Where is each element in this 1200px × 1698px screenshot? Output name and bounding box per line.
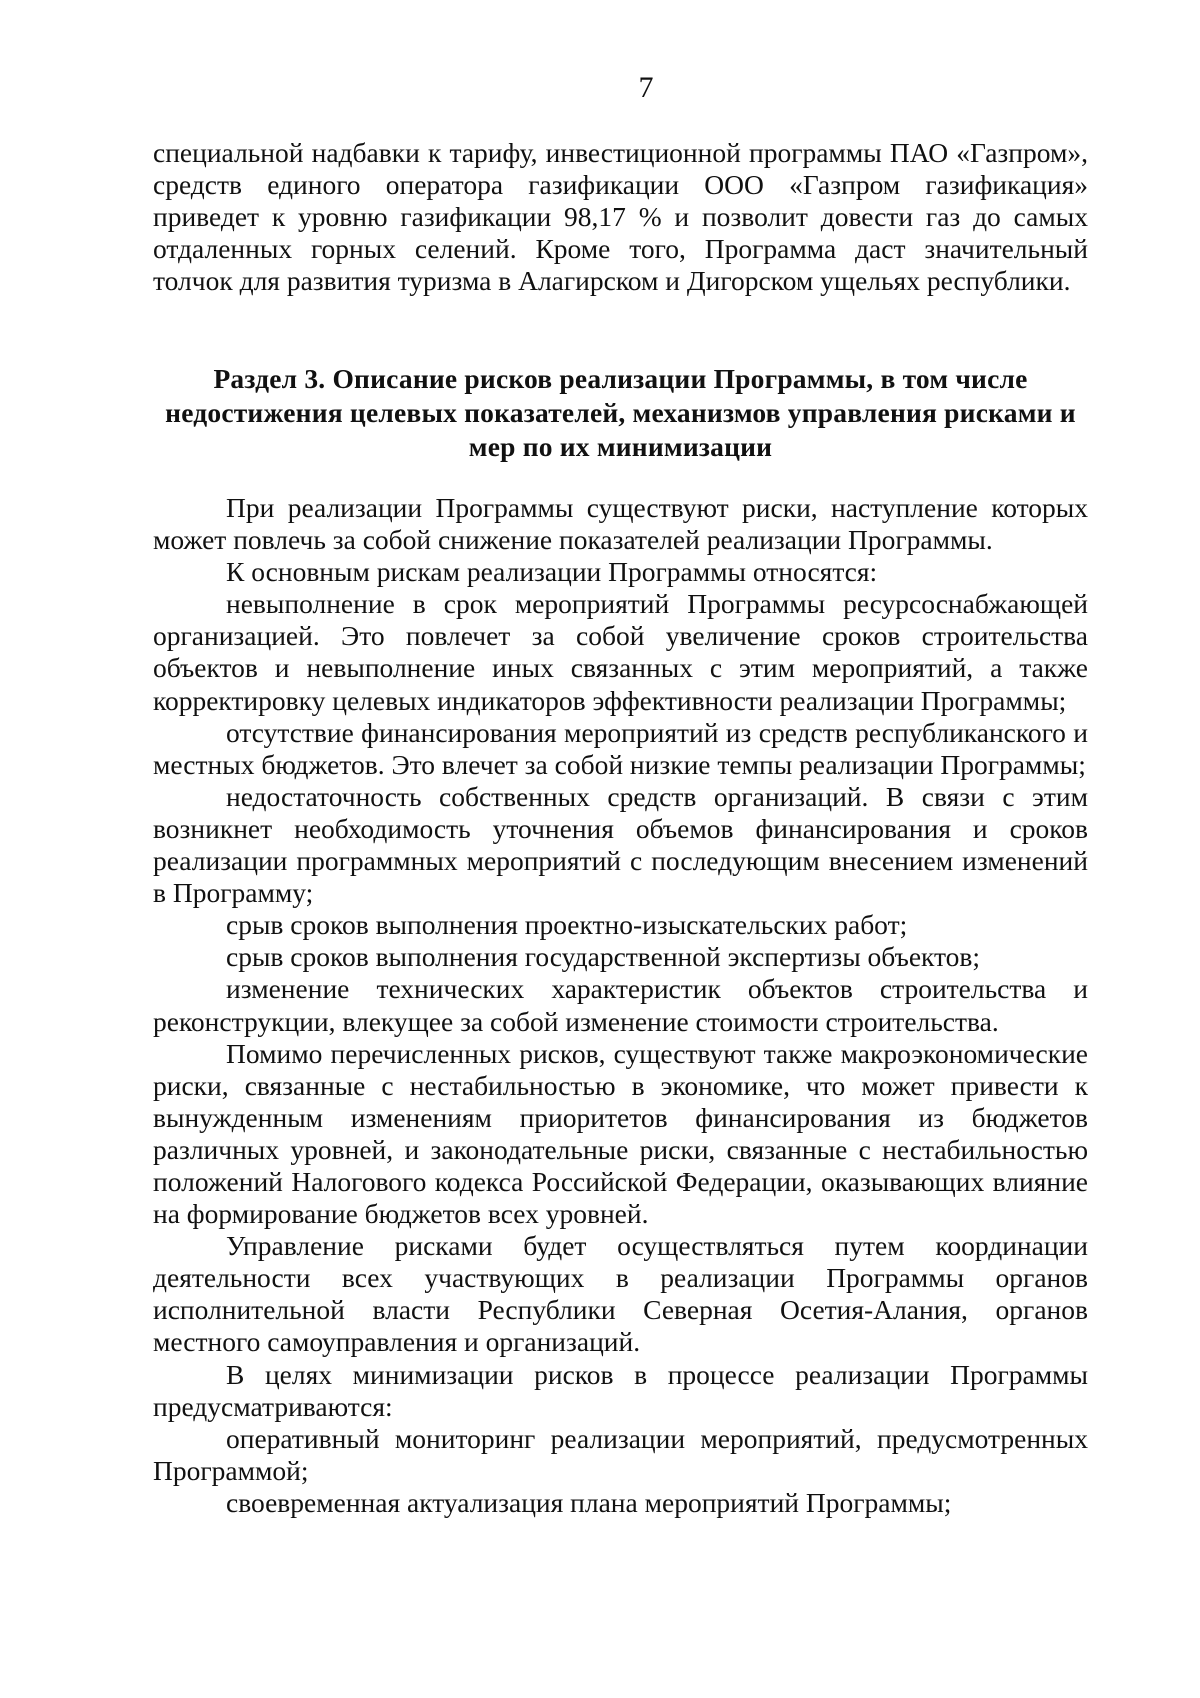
section-title-line-2: недостижения целевых показателей, механизмов управления рисками и <box>165 397 1076 428</box>
section-body <box>153 492 1088 1519</box>
paragraph-11: В целях минимизации рисков в процессе реализации Программы предусматриваются: <box>153 1358 1088 1422</box>
page-number: 7 <box>638 71 654 104</box>
section-title-line-1: Раздел 3. Описание рисков реализации Программы, в том числе <box>213 363 1028 394</box>
paragraph-8: изменение технических характеристик объектов строительства и реконструкции, влекущее за собой изменение стоимости строительства. <box>153 973 1088 1037</box>
paragraph-1: При реализации Программы существуют риски, наступление которых может повлечь за собой снижение показателей реализации Программы. <box>153 492 1088 556</box>
paragraph-10: Управление рисками будет осуществляться путем координации деятельности всех участвующих в реализации Программы органов исполнительной власти Республики Северная Осетия-Алания, органов местного самоуправления и организаций. <box>153 1230 1088 1358</box>
paragraph-12: оперативный мониторинг реализации мероприятий, предусмотренных Программой; <box>153 1422 1088 1486</box>
intro-paragraph: специальной надбавки к тарифу, инвестиционной программы ПАО «Газпром», средств единого оператора газификации ООО «Газпром газификация» приведет к уровню газификации 98,17 % и позволит довести газ до самых отдаленных горных селений. Кроме того, Программа даст значительный толчок для развития туризма в Алагирском и Дигорском ущельях республики. <box>153 137 1088 297</box>
section-title <box>153 362 1088 464</box>
paragraph-7: срыв сроков выполнения государственной экспертизы объектов; <box>226 941 981 973</box>
paragraph-13: своевременная актуализация плана мероприятий Программы; <box>226 1486 952 1518</box>
paragraph-6: срыв сроков выполнения проектно-изыскательских работ; <box>226 909 908 941</box>
paragraph-4: отсутствие финансирования мероприятий из средств республиканского и местных бюджетов. Это влечет за собой низкие темпы реализации Программы; <box>153 716 1088 780</box>
paragraph-5: недостаточность собственных средств организаций. В связи с этим возникнет необходимость уточнения объемов финансирования и сроков реализации программных мероприятий с последующим внесением изменений в Программу; <box>153 780 1088 909</box>
paragraph-2: К основным рискам реализации Программы относятся: <box>226 556 878 588</box>
section-title-line-3: мер по их минимизации <box>468 431 773 462</box>
paragraph-3: невыполнение в срок мероприятий Программы ресурсоснабжающей организацией. Это повлечет за собой увеличение сроков строительства объектов и невыполнение иных связанных с этим мероприятий, а также корректировку целевых индикаторов эффективности реализации Программы; <box>153 588 1088 716</box>
paragraph-9: Помимо перечисленных рисков, существуют также макроэкономические риски, связанные с нестабильностью в экономике, что может привести к вынужденным изменениям приоритетов финансирования из бюджетов различных уровней, и законодательные риски, связанные с нестабильностью положений Налогового кодекса Российской Федерации, оказывающих влияние на формирование бюджетов всех уровней. <box>153 1037 1088 1230</box>
